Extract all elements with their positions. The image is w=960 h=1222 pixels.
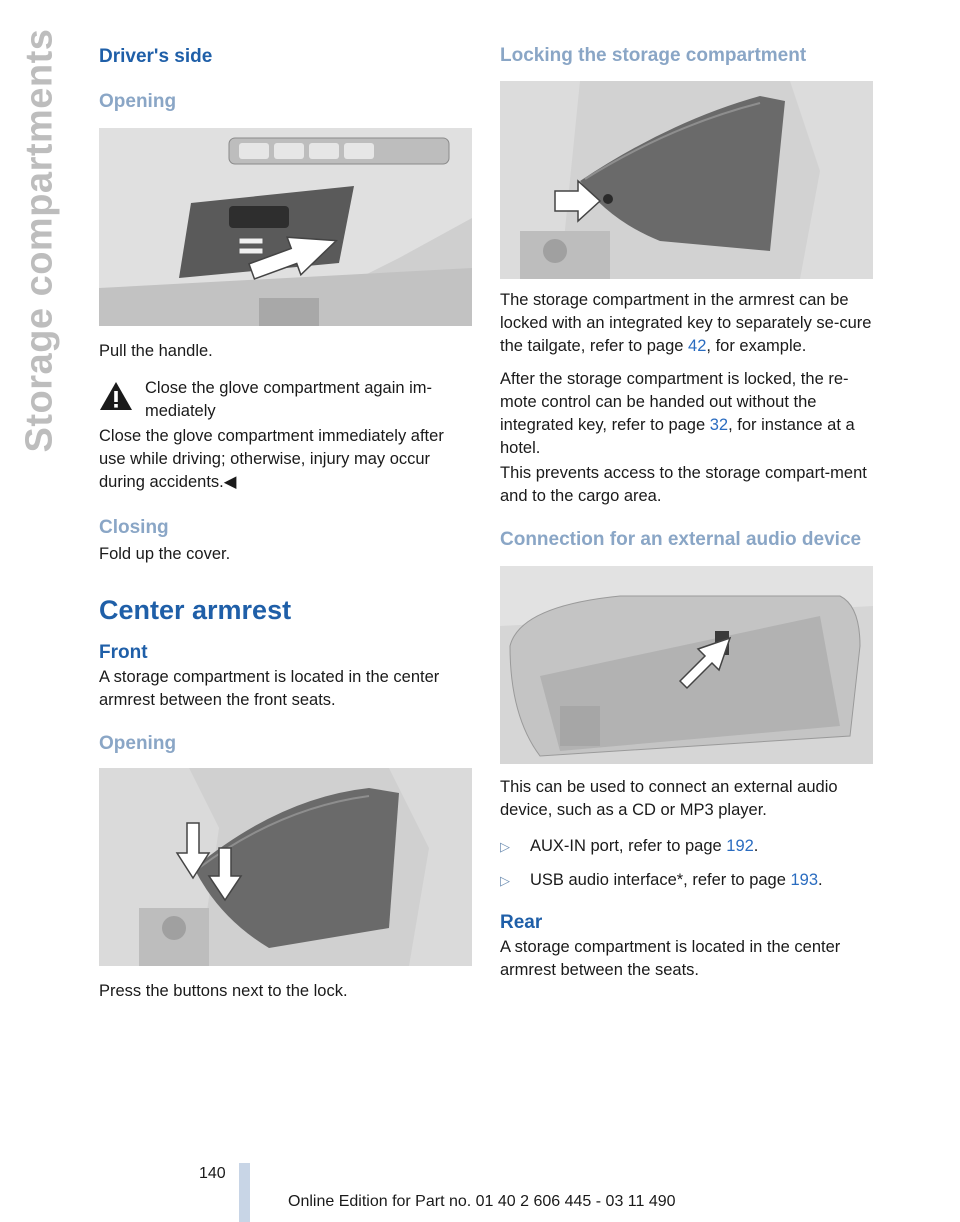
warning-block (99, 377, 472, 423)
bullet-aux-in-text (530, 835, 758, 858)
page-link-42[interactable]: 42 (688, 337, 707, 355)
bullet-usb-audio-text (530, 869, 823, 892)
paragraph-locking-1-text-a: The storage compartment in the armrest can be locked with an integrated key to separately se‐cure the tailgate, refer to page (500, 291, 872, 355)
section-side-title (6, 0, 74, 480)
paragraph-locking-1 (500, 289, 873, 358)
heading-center-armrest: Center armrest (99, 595, 292, 625)
heading-opening-armrest: Opening (99, 733, 177, 754)
page-link-192[interactable]: 192 (726, 837, 754, 855)
heading-locking: Locking the storage compartment (500, 45, 807, 66)
instruction-fold-cover: Fold up the cover. (99, 545, 231, 563)
paragraph-rear: A storage compartment is located in the center armrest between the seats. (500, 938, 841, 979)
instruction-press-buttons: Press the buttons next to the lock. (99, 982, 348, 1000)
online-edition-note: Online Edition for Part no. 01 40 2 606 445 - 03 11 490 (288, 1193, 676, 1210)
bullet-triangle-icon: ▷ (500, 873, 510, 888)
left-column (99, 44, 472, 1003)
instruction-pull-handle: Pull the handle. (99, 342, 213, 360)
paragraph-locking-2-text-a: After the storage compartment is locked, the re‐mote control can be handed out without the integrated key, refer to page (500, 370, 849, 434)
bullet-triangle-icon: ▷ (500, 839, 510, 854)
audio-connection-image (500, 566, 873, 764)
glove-compartment-handle-image (99, 128, 472, 326)
page-number: 140 (199, 1165, 226, 1182)
paragraph-locking-1-text-b: , for example. (706, 337, 807, 355)
paragraph-locking-2-text-b: , for instance at a hotel. (500, 416, 855, 457)
warning-body: Close the glove compartment immediately after use while driving; otherwise, injury may occur during accidents.◀ (99, 427, 444, 491)
bullet-usb-audio (500, 869, 873, 892)
heading-rear: Rear (500, 912, 543, 933)
page-link-32[interactable]: 32 (709, 416, 729, 434)
heading-closing: Closing (99, 517, 169, 538)
paragraph-locking-3: This prevents access to the storage compart‐ment and to the cargo area. (500, 464, 867, 505)
heading-front: Front (99, 642, 148, 663)
bullet-usb-audio-end: . (818, 871, 823, 889)
right-column (500, 44, 873, 982)
paragraph-connection: This can be used to connect an external audio device, such as a CD or MP3 player. (500, 778, 838, 819)
bullet-aux-in (500, 835, 873, 858)
bullet-aux-in-label: AUX-IN port, refer to page (530, 837, 727, 855)
bullet-aux-in-end: . (753, 837, 759, 855)
warning-title: Close the glove compartment again im‐mediately (145, 379, 433, 420)
heading-opening-glovebox: Opening (99, 91, 177, 112)
paragraph-locking-2 (500, 368, 873, 460)
section-side-title-text: Storage compartments (18, 28, 61, 452)
paragraph-front: A storage compartment is located in the center armrest between the front seats. (99, 668, 440, 709)
bullet-usb-audio-label: USB audio interface*, refer to page (530, 871, 791, 889)
heading-drivers-side: Driver's side (99, 46, 213, 67)
page-link-193[interactable]: 193 (790, 871, 819, 889)
armrest-opening-image (99, 768, 472, 966)
footer-accent-bar (239, 1163, 250, 1222)
armrest-lock-image (500, 81, 873, 279)
heading-connection: Connection for an external audio device (500, 529, 862, 550)
warning-icon (99, 377, 133, 423)
